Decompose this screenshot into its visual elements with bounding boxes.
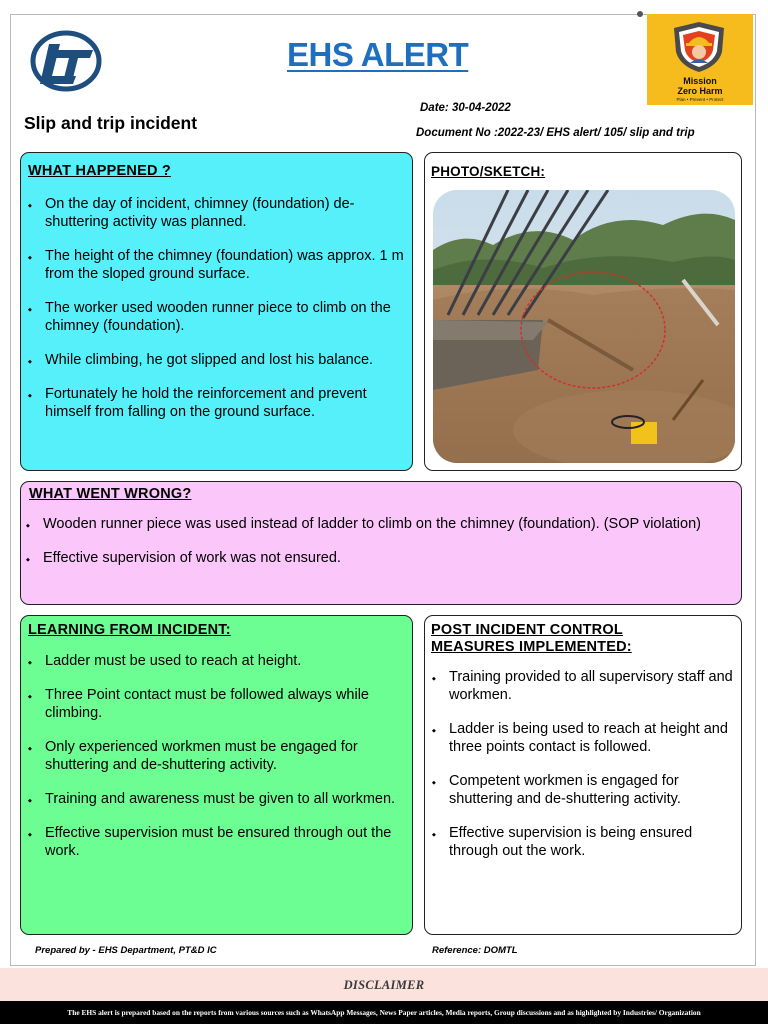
post-incident-heading-line1: POST INCIDENT CONTROL (431, 622, 623, 638)
list-item: ◆ Ladder is being used to reach at height and three points contact is followed. (427, 720, 737, 756)
mission-zero-harm-badge (647, 14, 753, 105)
what-happened-panel (20, 152, 413, 471)
list-item: ◆ The height of the chimney (foundation) was approx. 1 m from the sloped ground surface. (23, 247, 409, 283)
badge-mission-label: Mission (683, 76, 717, 86)
post-incident-heading-line2: MEASURES IMPLEMENTED: (431, 639, 632, 655)
what-went-wrong-heading: WHAT WENT WRONG? (29, 486, 192, 502)
post-incident-list (427, 668, 737, 876)
incident-title: Slip and trip incident (24, 113, 198, 133)
photo-sketch-heading: PHOTO/SKETCH: (431, 164, 546, 179)
prepared-by: Prepared by - EHS Department, PT&D IC (35, 945, 217, 956)
what-happened-heading: WHAT HAPPENED ? (28, 163, 171, 179)
list-item: ◆ Only experienced workmen must be engaged for shuttering and de-shuttering activity. (23, 738, 409, 774)
safety-helmet-shield-icon (670, 20, 728, 74)
list-item: ◆ Effective supervision is being ensured through out the work. (427, 824, 737, 860)
photo-sketch-panel (424, 152, 742, 471)
what-went-wrong-panel (20, 481, 742, 605)
list-item: ◆ Wooden runner piece was used instead of ladder to climb on the chimney (foundation). (SOP violation) (21, 515, 737, 533)
post-incident-control-panel (424, 615, 742, 935)
list-item: ◆ Three Point contact must be followed always while climbing. (23, 686, 409, 722)
frame-dot (637, 11, 643, 17)
what-happened-list (23, 195, 409, 437)
list-item: ◆ Training and awareness must be given to all workmen. (23, 790, 409, 808)
learning-heading: LEARNING FROM INCIDENT: (28, 622, 231, 638)
list-item: ◆ Effective supervision of work was not ensured. (21, 549, 737, 567)
list-item: ◆ Ladder must be used to reach at height. (23, 652, 409, 670)
what-went-wrong-list (21, 515, 737, 583)
lt-logo-icon (30, 30, 102, 92)
list-item: ◆ While climbing, he got slipped and lost his balance. (23, 351, 409, 369)
reference: Reference: DOMTL (432, 945, 518, 956)
incident-site-photo (433, 190, 735, 463)
disclaimer-text: The EHS alert is prepared based on the reports from various sources such as WhatsApp Messages, News Paper articles, Media reports, Group discussions and as highlighted by Industries/ Organization (67, 1008, 701, 1017)
disclaimer-footer (0, 1001, 768, 1024)
list-item: ◆ Competent workmen is engaged for shuttering and de-shuttering activity. (427, 772, 737, 808)
list-item: ◆ Training provided to all supervisory staff and workmen. (427, 668, 737, 704)
disclaimer-title: DISCLAIMER (343, 978, 425, 992)
alert-title: EHS ALERT (287, 36, 469, 73)
list-item: ◆ Fortunately he hold the reinforcement and prevent himself from falling on the ground surface. (23, 385, 409, 421)
list-item: ◆ On the day of incident, chimney (foundation) de-shuttering activity was planned. (23, 195, 409, 231)
disclaimer-band (0, 968, 768, 1001)
learning-list (23, 652, 409, 876)
badge-tagline: Plan • Prevent • Protect (676, 97, 724, 102)
learning-from-incident-panel (20, 615, 413, 935)
document-date: Date: 30-04-2022 (420, 102, 511, 114)
list-item: ◆ Effective supervision must be ensured through out the work. (23, 824, 409, 860)
document-number: Document No :2022-23/ EHS alert/ 105/ slip and trip (416, 127, 695, 139)
list-item: ◆ The worker used wooden runner piece to climb on the chimney (foundation). (23, 299, 409, 335)
badge-zero-harm-label: Zero Harm (677, 86, 723, 96)
